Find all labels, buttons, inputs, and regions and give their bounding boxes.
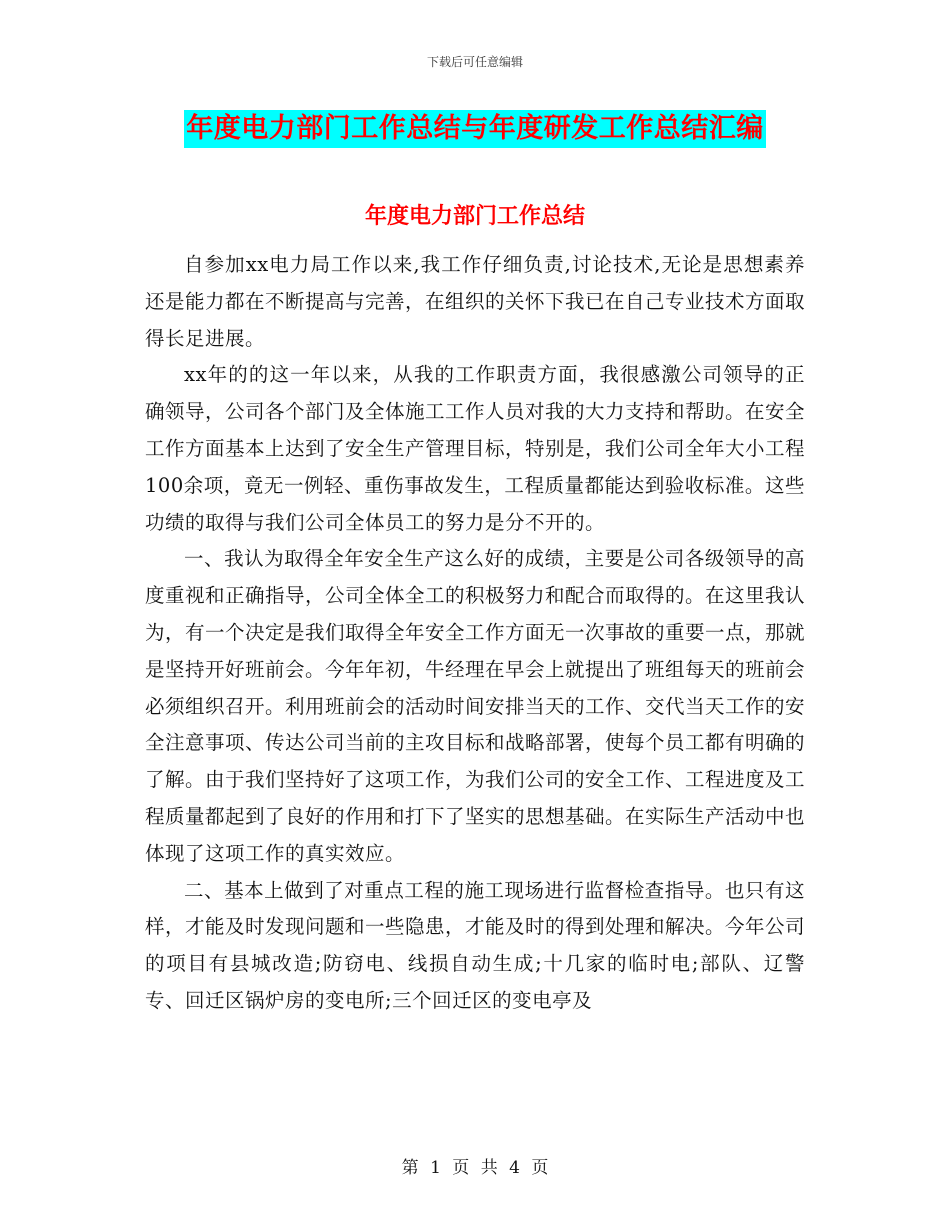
- document-title-container: [0, 110, 950, 148]
- paragraph-1: 自参加xx电力局工作以来,我工作仔细负责,讨论技术,无论是思想素养还是能力都在不断提高与完善，在组织的关怀下我已在自己专业技术方面取得长足进展。: [145, 253, 806, 350]
- paragraph-2: xx年的的这一年以来，从我的工作职责方面，我很感激公司领导的正确领导，公司各个部门及全体施工工作人员对我的大力支持和帮助。在安全工作方面基本上达到了安全生产管理目标，特别是，我们公司全年大小工程100余项，竟无一例轻、重伤事故发生，工程质量都能达到验收标准。这些功绩的取得与我们公司全体员工的努力是分不开的。: [145, 363, 806, 534]
- header-note: 下载后可任意编辑: [426, 55, 523, 69]
- page-number-footer: 第 1 页 共 4 页: [401, 1158, 549, 1178]
- document-body: [145, 247, 805, 1020]
- section-title: 年度电力部门工作总结: [364, 203, 585, 229]
- paragraph-4: 二、基本上做到了对重点工程的施工现场进行监督检查指导。也只有这样，才能及时发现问题和一些隐患，才能及时的得到处理和解决。今年公司的项目有县城改造;防窃电、线损自动生成;十几家的临时电;部队、辽警专、回迁区锅炉房的变电所;三个回迁区的变电亭及: [145, 878, 806, 1012]
- document-title: 年度电力部门工作总结与年度研发工作总结汇编: [184, 110, 766, 148]
- paragraph-3: 一、我认为取得全年安全生产这么好的成绩，主要是公司各级领导的高度重视和正确指导，公司全体全工的积极努力和配合而取得的。在这里我认为，有一个决定是我们取得全年安全工作方面无一次事故的重要一点，那就是坚持开好班前会。今年年初，牛经理在早会上就提出了班组每天的班前会必须组织召开。利用班前会的活动时间安排当天的工作、交代当天工作的安全注意事项、传达公司当前的主攻目标和战略部署，使每个员工都有明确的了解。由于我们坚持好了这项工作，为我们公司的安全工作、工程进度及工程质量都起到了良好的作用和打下了坚实的思想基础。在实际生产活动中也体现了这项工作的真实效应。: [145, 547, 806, 865]
